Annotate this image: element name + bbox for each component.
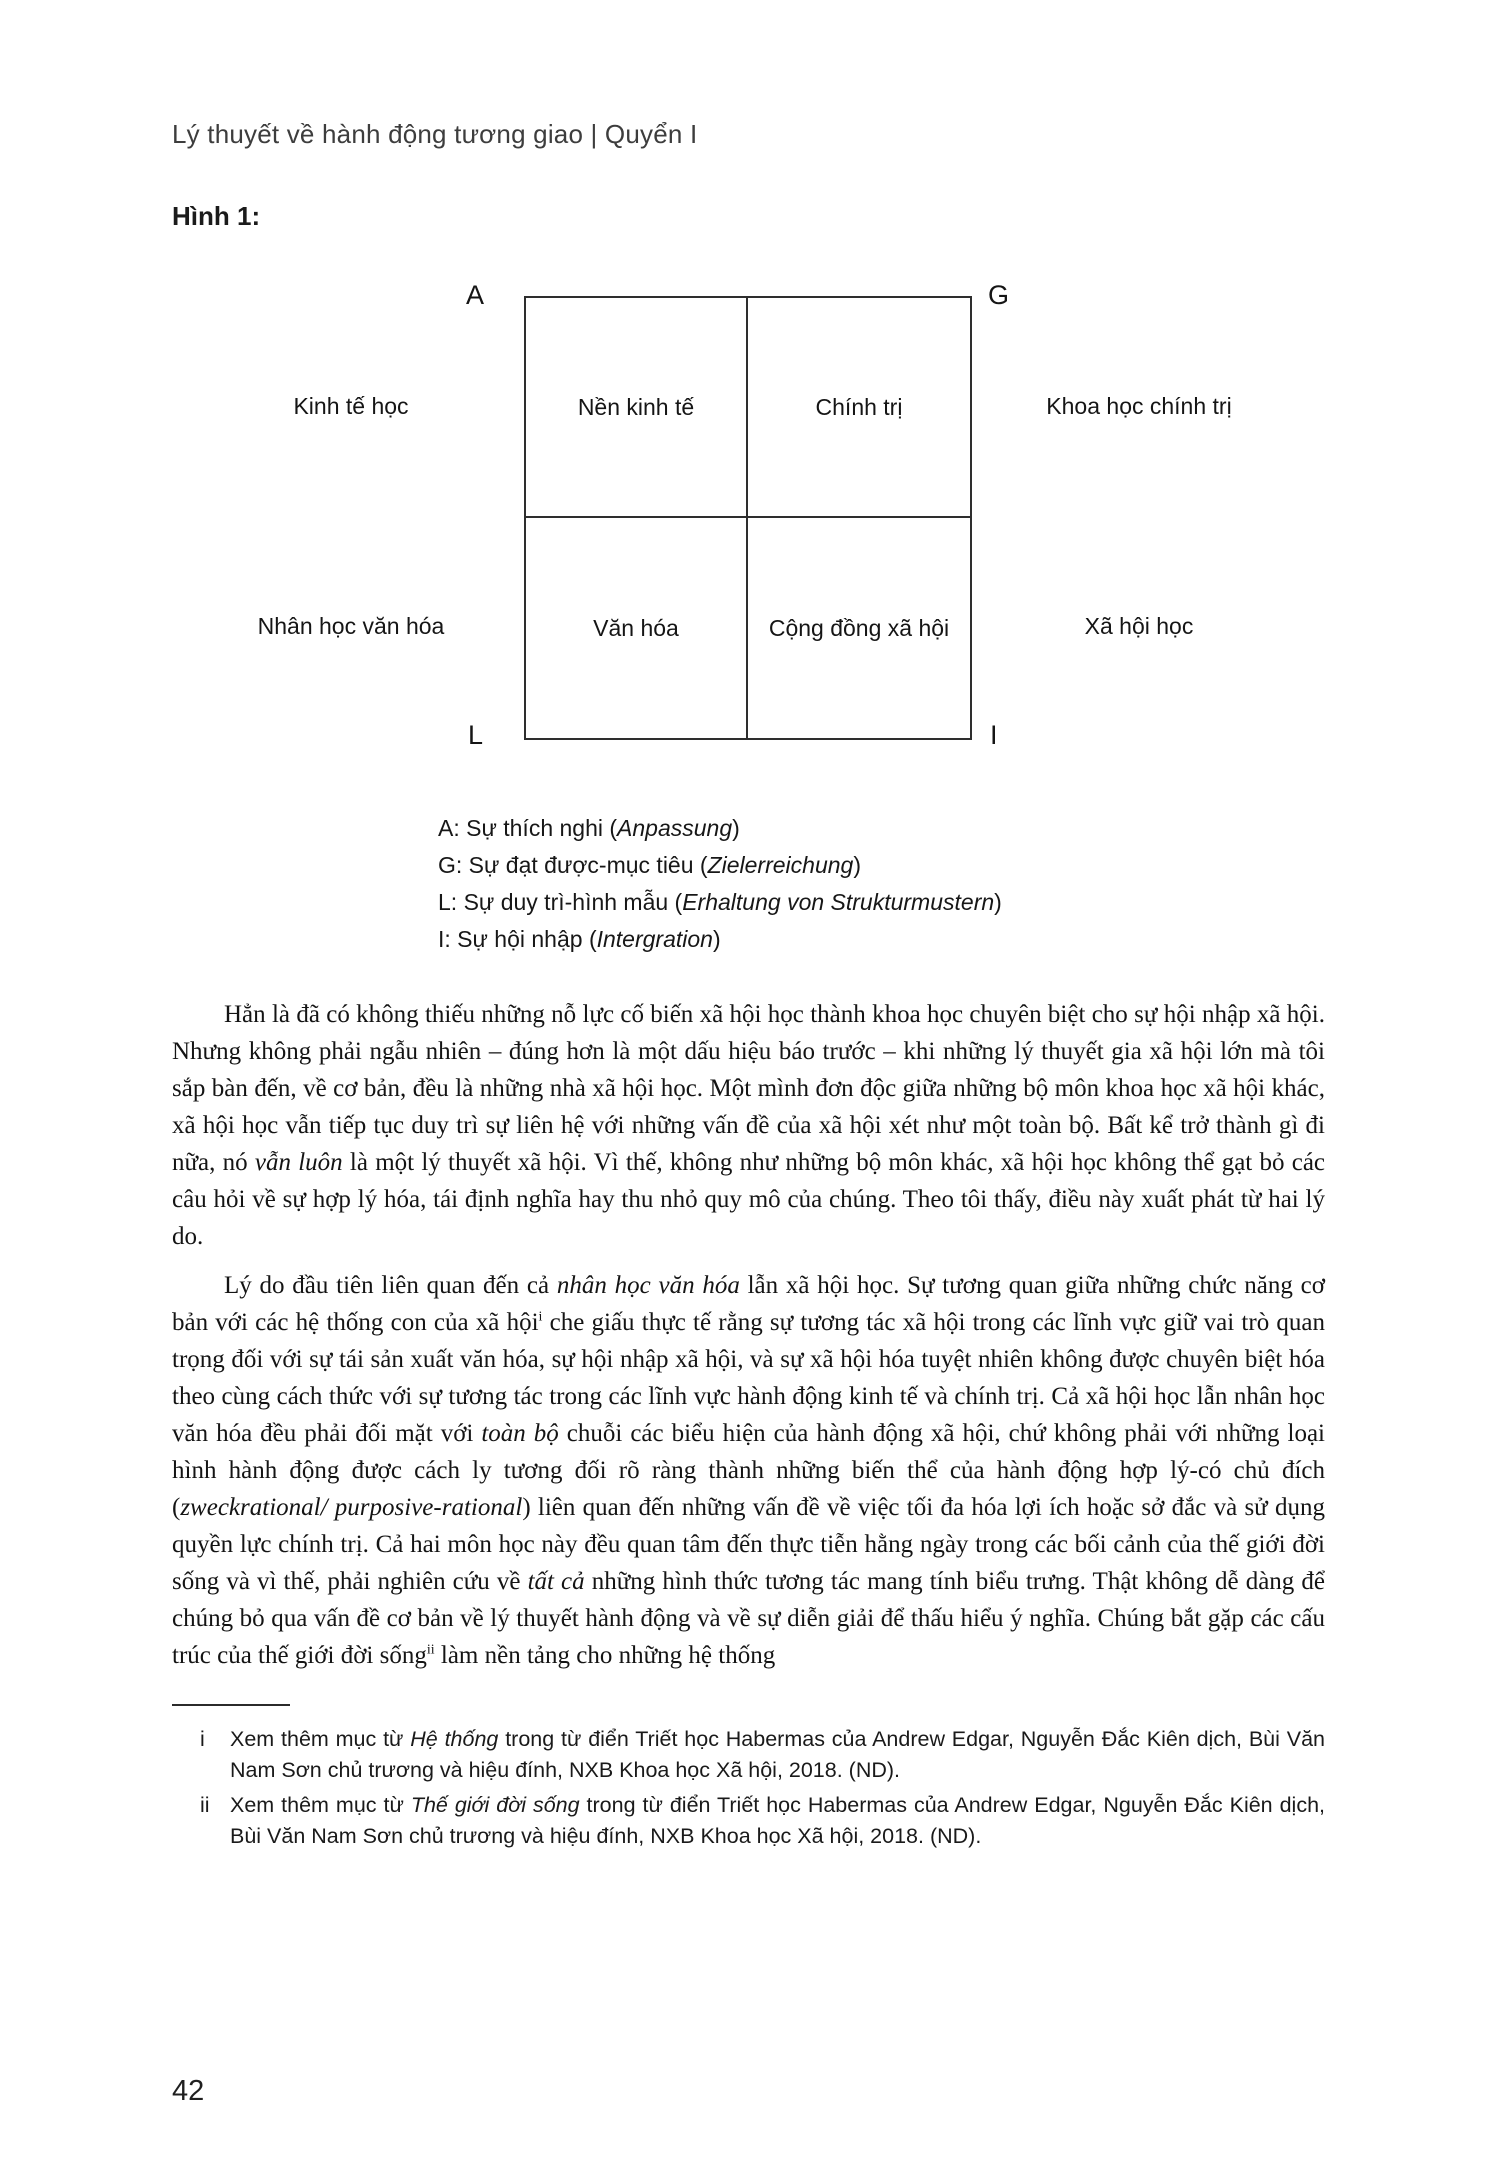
legend-line-i: I: Sự hội nhập (Intergration) — [438, 926, 721, 952]
cell-polity: Chính trị — [748, 298, 970, 518]
paragraph-1: Hẳn là đã có không thiếu những nỗ lực cố biến xã hội học thành khoa học chuyên biệt cho sự hội nhập xã hội. Nhưng không phải ngẫu nhiên – đúng hơn là một dấu hiệu báo trước – khi những lý thuyết gia xã hội lớn mà tôi sắp bàn đến, về cơ bản, đều là những nhà xã hội học. Một mình đơn độc giữa những bộ môn khoa học xã hội khác, xã hội học vẫn tiếp tục duy trì sự liên hệ với những vấn đề của xã hội xét như một toàn bộ. Bất kể trở thành gì đi nữa, nó vẫn luôn là một lý thuyết xã hội. Vì thế, không như những bộ môn khác, xã hội học không thể gạt bỏ các câu hỏi về sự hợp lý hóa, tái định nghĩa hay thu nhỏ quy mô của chúng. Theo tôi thấy, điều này xuất phát từ hai lý do. — [172, 1001, 1326, 1250]
page-number: 42 — [172, 2075, 205, 2107]
footnote-item-1 — [172, 1724, 1325, 1786]
legend-line-g: G: Sự đạt được-mục tiêu (Zielerreichung) — [438, 852, 861, 878]
legend-line-l: L: Sự duy trì-hình mẫu (Erhaltung von Strukturmustern) — [438, 889, 1002, 915]
footnote-marker: i — [200, 1727, 205, 1751]
legend-line-a: A: Sự thích nghi (Anpassung) — [438, 815, 740, 841]
cell-societal-community: Cộng đồng xã hội — [768, 614, 950, 641]
figure-1-diagram — [172, 276, 1325, 776]
figure-label: Hình 1: — [172, 201, 261, 231]
side-label-economics: Kinh tế học — [293, 393, 409, 419]
agil-grid — [524, 296, 972, 740]
footnote-text: Xem thêm mục từ Hệ thống trong từ điển Triết học Habermas của Andrew Edgar, Nguyễn Đắc Kiên dịch, Bùi Văn Nam Sơn chủ trương và hiệu đính, NXB Khoa học Xã hội, 2018. (ND). — [230, 1727, 1325, 1782]
footnote-item-2 — [172, 1790, 1325, 1852]
paragraph-2: Lý do đầu tiên liên quan đến cả nhân học văn hóa lẫn xã hội học. Sự tương quan giữa những chức năng cơ bản với các hệ thống con của xã hội$^i$ che giấu thực tế rằng sự tương tác xã hội trong các lĩnh vực giữ vai trò quan trọng đối với sự tái sản xuất văn hóa, sự hội nhập xã hội, và sự xã hội hóa tuyệt nhiên không được chuyên biệt hóa theo cùng cách thức với sự tương tác trong các lĩnh vực hành động kinh tế và chính trị. Cả xã hội học lẫn nhân học văn hóa đều phải đối mặt với toàn bộ chuỗi các biểu hiện của hành động xã hội, chứ không phải với những loại hình hành động được cách ly tương đối rõ ràng thành những biến thể của hành động hợp lý-có chủ đích (zweckrational/ purposive-rational) liên quan đến những vấn đề về việc tối đa hóa lợi ích hoặc sở đắc và sử dụng quyền lực chính trị. Cả hai môn học này đều quan tâm đến thực tiễn hằng ngày trong các bối cảnh của thế giới đời sống và vì thế, phải nghiên cứu về tất cả những hình thức tương tác mang tính biểu trưng. Thật không dễ dàng để chúng bỏ qua vấn đề cơ bản về lý thuyết hành động và về sự diễn giải để thấu hiểu ý nghĩa. Chúng bắt gặp các cấu trúc của thế giới đời sống$^{ii}$ làm nền tảng cho những hệ thống — [172, 1272, 1326, 1669]
footnote-divider — [172, 1704, 290, 1706]
cell-culture: Văn hóa — [526, 518, 748, 738]
corner-label-a: A — [466, 280, 485, 310]
corner-label-i: I — [990, 720, 998, 750]
side-label-political-science: Khoa học chính trị — [1046, 393, 1232, 419]
footnotes-section — [172, 1704, 1325, 1856]
figure-legend — [438, 810, 1325, 958]
corner-label-l: L — [468, 720, 484, 750]
side-label-sociology: Xã hội học — [1084, 613, 1194, 639]
cell-economy: Nền kinh tế — [526, 298, 748, 518]
footnote-marker: ii — [200, 1793, 210, 1817]
body-text — [172, 996, 1325, 1674]
side-label-cultural-anthropology: Nhân học văn hóa — [257, 613, 445, 639]
corner-label-g: G — [988, 280, 1010, 310]
running-head: Lý thuyết về hành động tương giao | Quyển I — [172, 119, 698, 149]
footnote-text: Xem thêm mục từ Thế giới đời sống trong từ điển Triết học Habermas của Andrew Edgar, Nguyễn Đắc Kiên dịch, Bùi Văn Nam Sơn chủ trương và hiệu đính, NXB Khoa học Xã hội, 2018. (ND). — [230, 1793, 1325, 1848]
